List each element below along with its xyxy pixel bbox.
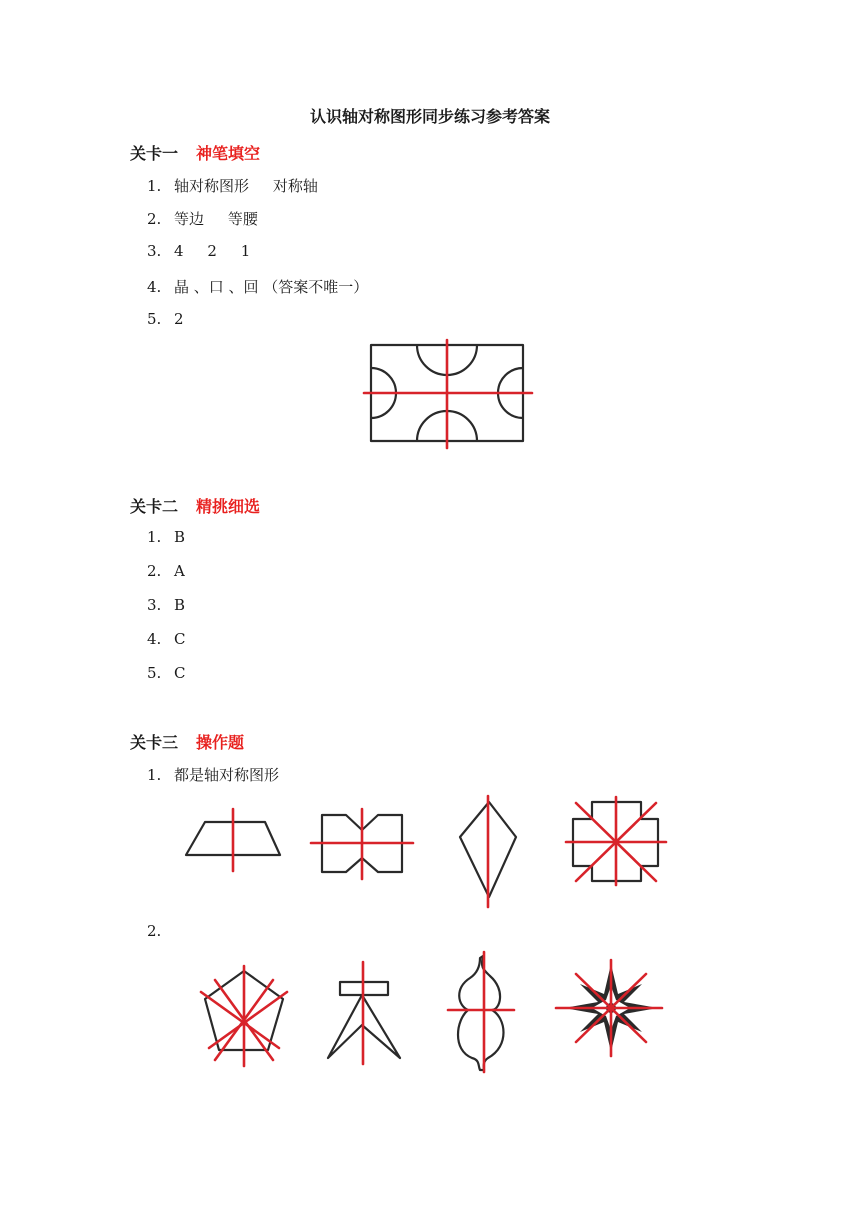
page-title: 认识轴对称图形同步练习参考答案 xyxy=(309,107,550,126)
section-1-heading xyxy=(130,141,260,164)
section-3-heading xyxy=(130,730,244,753)
answer-1-1 xyxy=(147,175,318,196)
bowtie-figure xyxy=(308,808,416,880)
answer-2-2 xyxy=(147,562,185,580)
pentagon-figure xyxy=(195,962,295,1072)
answer-text: C xyxy=(174,664,186,682)
answer-text: 2 xyxy=(174,310,184,328)
answer-number: 4. xyxy=(147,278,162,296)
answer-text: B xyxy=(174,596,186,614)
answer-text: B xyxy=(174,528,186,546)
answer-number: 2. xyxy=(147,922,162,940)
answer-2-5 xyxy=(147,664,185,682)
answer-number: 1. xyxy=(147,177,162,195)
answer-1-4 xyxy=(147,276,368,297)
section-2-heading xyxy=(130,494,260,517)
trapezoid-figure xyxy=(180,805,286,875)
answer-number: 5. xyxy=(147,664,162,682)
answer-2-4 xyxy=(147,630,185,648)
answer-text: 等边 等腰 xyxy=(174,210,258,228)
answer-text: 都是轴对称图形 xyxy=(174,766,280,784)
section-2-label: 关卡二 xyxy=(130,497,179,516)
answer-1-5 xyxy=(147,310,184,328)
section-1-highlight: 神笔填空 xyxy=(196,144,261,163)
answer-number: 1. xyxy=(147,528,162,546)
compass-star-figure xyxy=(552,958,664,1058)
cross-shape-figure xyxy=(560,795,672,887)
answer-2-1 xyxy=(147,528,185,546)
tripod-figure xyxy=(320,960,410,1066)
section-3-label: 关卡三 xyxy=(130,733,179,752)
answer-1-2 xyxy=(147,208,258,229)
section-1-label: 关卡一 xyxy=(130,144,179,163)
answer-text: C xyxy=(174,630,186,648)
answer-2-3 xyxy=(147,596,185,614)
answer-number: 5. xyxy=(147,310,162,328)
answer-number: 1. xyxy=(147,766,162,784)
rectangle-axes-figure xyxy=(360,340,540,450)
answer-3-2 xyxy=(147,922,174,940)
answer-number: 2. xyxy=(147,562,162,580)
answer-number: 4. xyxy=(147,630,162,648)
section-2-highlight: 精挑细选 xyxy=(196,497,261,516)
answer-text: 4 2 1 xyxy=(174,242,251,260)
kite-figure xyxy=(450,793,526,911)
answer-text: A xyxy=(174,562,185,580)
answer-1-3 xyxy=(147,242,250,260)
section-3-highlight: 操作题 xyxy=(196,733,245,752)
answer-number: 3. xyxy=(147,242,162,260)
gourd-figure xyxy=(440,950,520,1078)
answer-3-1 xyxy=(147,764,279,785)
answer-number: 3. xyxy=(147,596,162,614)
answer-text: 轴对称图形 对称轴 xyxy=(174,177,318,195)
answer-text: 晶 、口 、回 （答案不唯一） xyxy=(174,278,369,296)
answer-number: 2. xyxy=(147,210,162,228)
